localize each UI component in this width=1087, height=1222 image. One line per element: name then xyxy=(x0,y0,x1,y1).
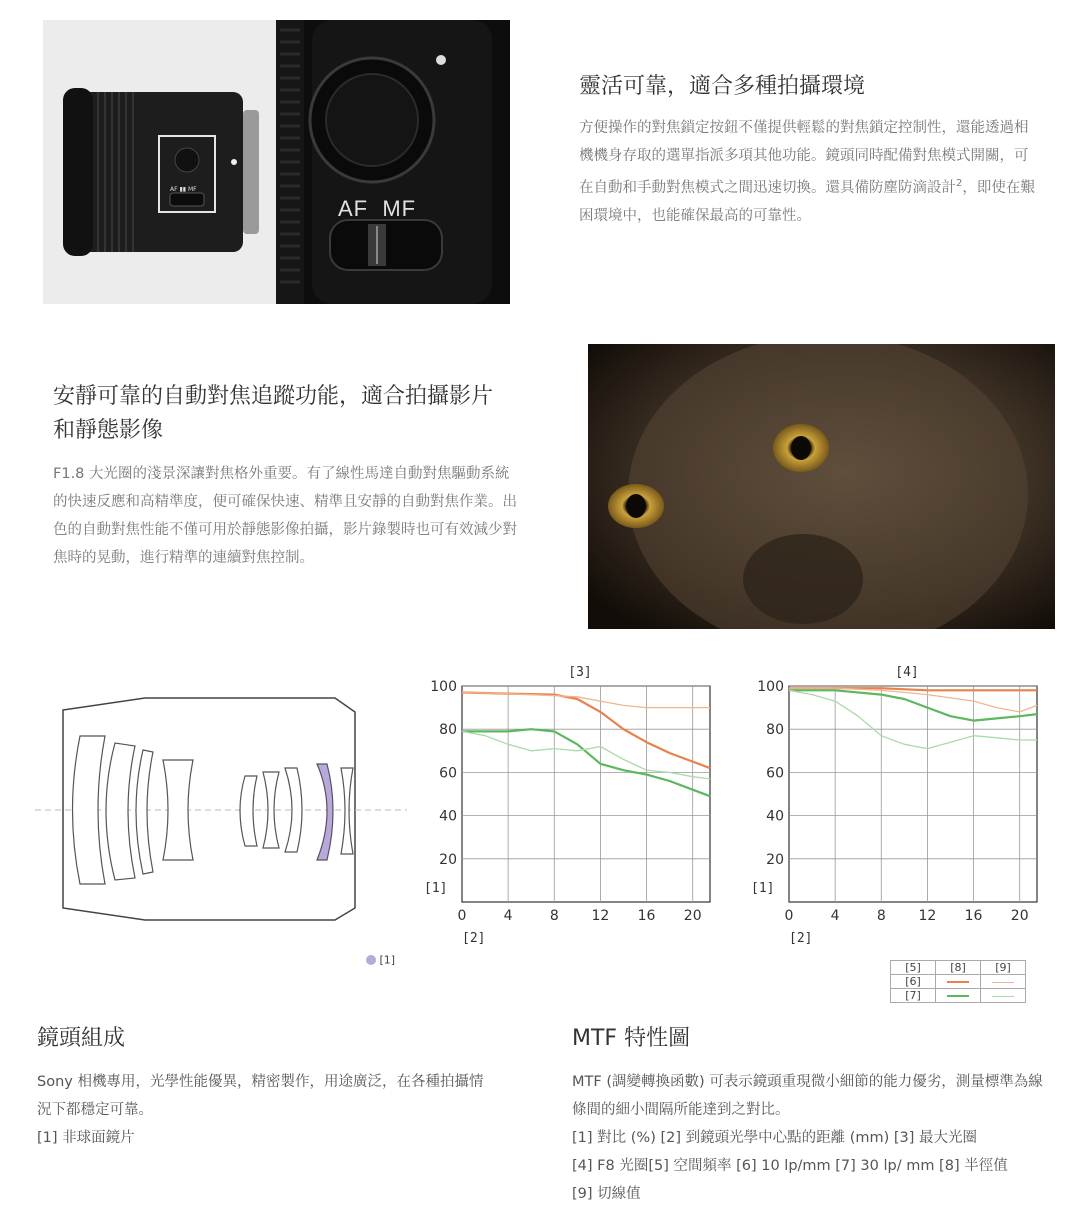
y-tick-label: 20 xyxy=(439,851,457,868)
section4-title: MTF 特性圖 xyxy=(572,1026,691,1051)
plot-frame xyxy=(462,686,710,902)
y-tick-label: 80 xyxy=(439,722,457,739)
section4-line3: [9] 切線值 xyxy=(572,1186,641,1202)
x-tick-label: 0 xyxy=(784,908,794,924)
lens-construction-diagram xyxy=(35,688,407,933)
section2-body: F1.8 大光圈的淺景深讓對焦格外重要。有了線性馬達自動對焦驅動系統的快速反應和高精準度，便可確保快速、精準且安靜的自動對焦作業。出色的自動對焦性能不僅可用於靜態影像拍攝，影片錄製時也可有效減少對焦時的晃動，進行精準的連續對焦控制。 xyxy=(53,466,517,566)
x-axis-label: [2] xyxy=(462,931,486,946)
y-axis-label: [1] xyxy=(424,881,448,896)
chart-title: [3] xyxy=(568,665,592,680)
focus-hold-button-closeup xyxy=(276,20,510,304)
section4-text xyxy=(572,1022,1047,1208)
aspherical-swatch xyxy=(366,955,376,965)
legend-swatch-30lp-sagittal xyxy=(947,995,969,997)
section1-body: 方便操作的對焦鎖定按鈕不僅提供輕鬆的對焦鎖定控制性，還能透過相機機身存取的選單指派多項其他功能。鏡頭同時配備對焦模式開關，可在自動和手動對焦模式之間迅速切換。還具備防塵防滴設計$^2$，即使在艱困環境中，也能確保最高的可靠性。 xyxy=(579,120,1035,224)
x-tick-label: 12 xyxy=(591,908,610,924)
x-tick-label: 16 xyxy=(637,908,656,924)
y-tick-label: 20 xyxy=(766,851,784,868)
x-tick-label: 4 xyxy=(503,908,513,924)
y-tick-label: 100 xyxy=(430,679,457,695)
lens-side-illustration xyxy=(43,20,276,304)
y-tick-label: 40 xyxy=(766,808,784,825)
x-tick-label: 8 xyxy=(549,908,559,924)
af-mf-switch-label: AF MF xyxy=(338,196,417,221)
x-tick-label: 20 xyxy=(1010,908,1029,924)
legend-header-tangential: [9] xyxy=(981,961,1026,975)
cat-sample-photo xyxy=(588,344,1055,629)
section3-note: [1] 非球面鏡片 xyxy=(37,1130,135,1146)
section4-body: MTF (調變轉換函數) 可表示鏡頭重現微小細節的能力優劣，測量標準為線條間的細小間隔所能達到之對比。 xyxy=(572,1074,1043,1118)
x-tick-label: 8 xyxy=(876,908,886,924)
legend-row-30lp: [7] xyxy=(891,989,936,1003)
x-tick-label: 4 xyxy=(830,908,840,924)
section4-line1: [1] 對比 (%) [2] 到鏡頭光學中心點的距離 (mm) [3] 最大光圈 xyxy=(572,1130,978,1146)
section2-text xyxy=(53,380,518,572)
y-tick-label: 60 xyxy=(439,765,457,782)
chart-title: [4] xyxy=(895,665,919,680)
x-tick-label: 12 xyxy=(918,908,937,924)
legend-header-sagittal: [8] xyxy=(936,961,981,975)
mtf-legend xyxy=(890,960,1026,1003)
svg-text:AF ▮▮ MF: AF ▮▮ MF xyxy=(170,186,197,193)
legend-header-frequency: [5] xyxy=(891,961,936,975)
y-tick-label: 40 xyxy=(439,808,457,825)
aspherical-legend xyxy=(366,953,395,967)
section1-text xyxy=(579,70,1039,230)
legend-row-10lp: [6] xyxy=(891,975,936,989)
section3-title: 鏡頭組成 xyxy=(37,1026,126,1051)
lens-elements-svg xyxy=(35,688,407,933)
legend-swatch-30lp-tangential xyxy=(992,996,1014,997)
lens-product-photo xyxy=(43,20,276,304)
legend-swatch-10lp-sagittal xyxy=(947,981,969,983)
section1-title: 靈活可靠，適合多種拍攝環境 xyxy=(579,74,866,99)
x-tick-label: 16 xyxy=(964,908,983,924)
cat-closeup-image xyxy=(588,344,1055,629)
y-tick-label: 60 xyxy=(766,765,784,782)
x-tick-label: 20 xyxy=(683,908,702,924)
x-tick-label: 0 xyxy=(457,908,467,924)
focus-switch-closeup-photo xyxy=(276,20,510,304)
section4-line2: [4] F8 光圈[5] 空間頻率 [6] 10 lp/mm [7] 30 lp/ mm [8] 半徑值 xyxy=(572,1158,1008,1174)
section2-title: 安靜可靠的自動對焦追蹤功能，適合拍攝影片和靜態影像 xyxy=(53,384,494,443)
section3-text xyxy=(37,1022,497,1152)
aspherical-legend-label: [1] xyxy=(379,953,396,967)
x-axis-label: [2] xyxy=(789,931,813,946)
legend-swatch-10lp-tangential xyxy=(992,982,1014,983)
y-tick-label: 100 xyxy=(757,679,784,695)
mtf-legend-table xyxy=(890,960,1026,1003)
y-axis-label: [1] xyxy=(751,881,775,896)
mtf-chart-max-aperture xyxy=(410,658,730,948)
y-tick-label: 80 xyxy=(766,722,784,739)
mtf-chart-f8 xyxy=(737,658,1057,948)
section3-body: Sony 相機專用，光學性能優異，精密製作，用途廣泛，在各種拍攝情況下都穩定可靠。 xyxy=(37,1074,484,1118)
